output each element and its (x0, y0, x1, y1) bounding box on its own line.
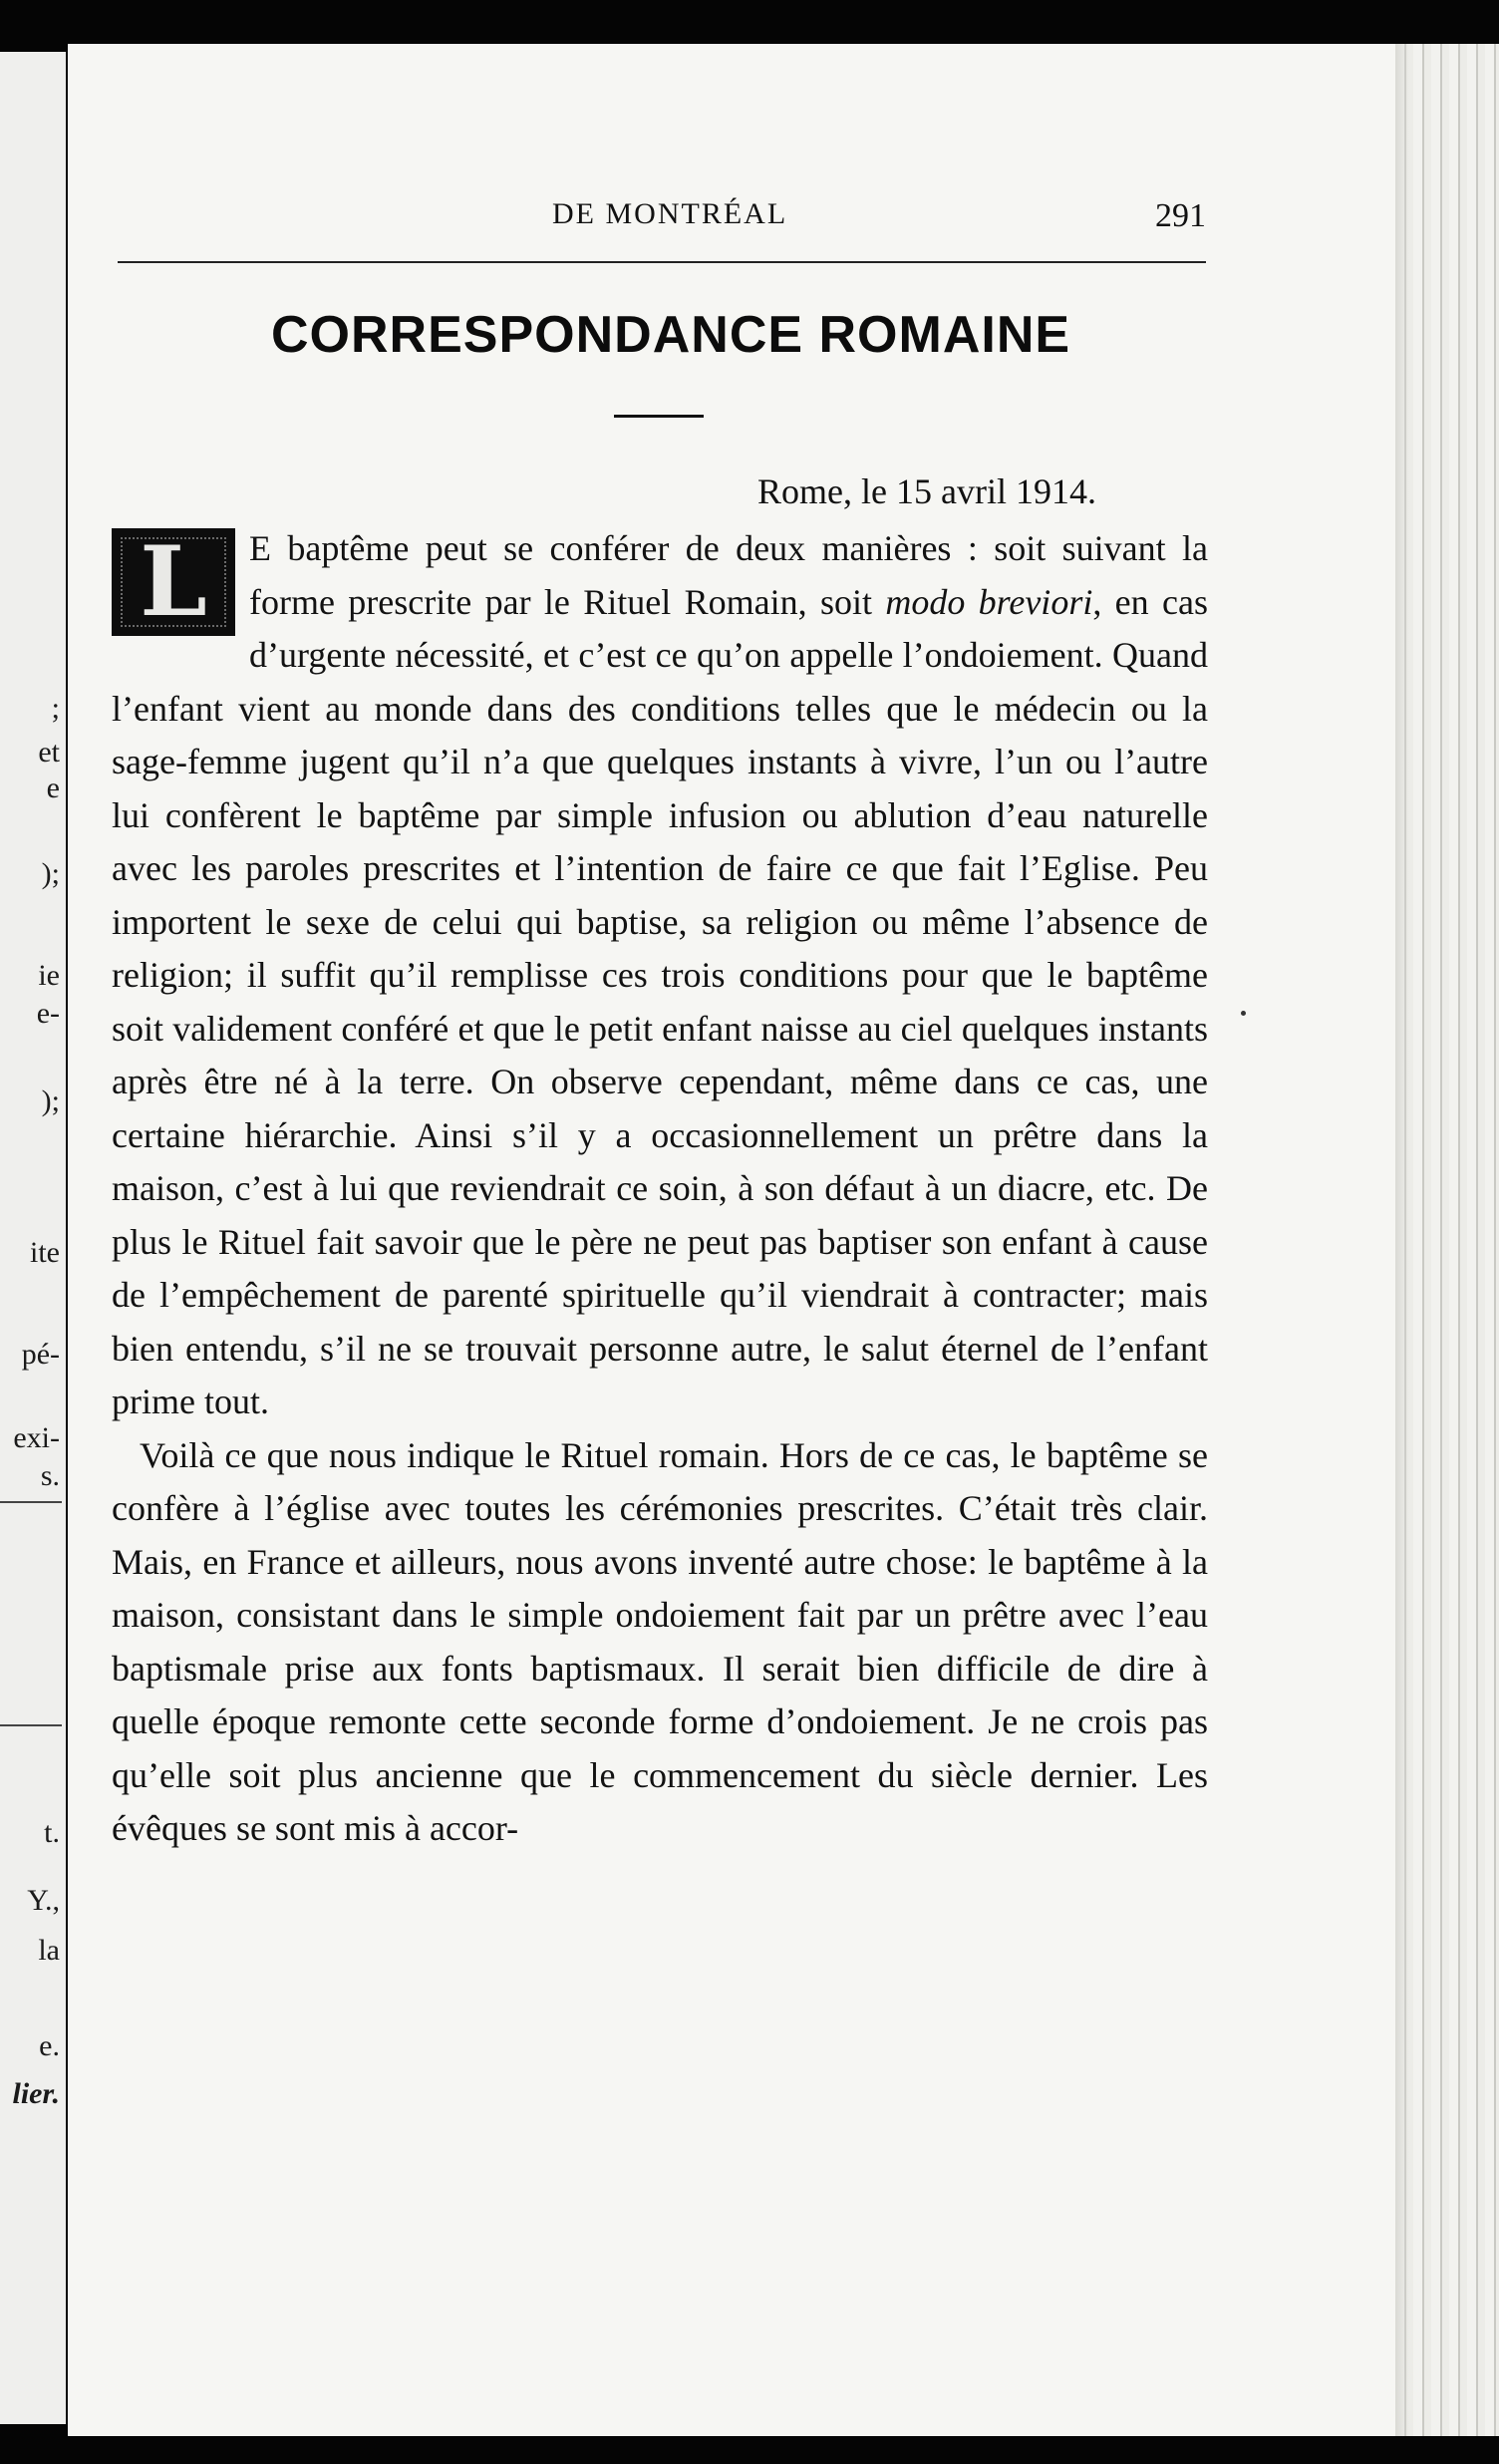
article-body (112, 522, 1208, 1856)
margin-fragment: e (46, 771, 60, 804)
article-heading: CORRESPONDANCE ROMAINE (271, 306, 1071, 364)
paragraph-text: , en cas d’urgente nécessité, et c’est ce qu’on appelle l’ondoiement. Quand l’enfant vient au monde dans des conditions telles que le médecin ou la sage-femme jugent qu’il n’a que quelques instants à vivre, l’un ou l’autre lui confèrent le baptême par simple infusion ou ablution d’eau naturelle avec les paroles prescrites et l’intention de faire ce que fait l’Eglise. Peu importent le sexe de celui qui baptise, sa religion ou même l’absence de religion; il suffit qu’il remplisse ces trois conditions pour que le baptême soit validement conféré et que le petit enfant naisse au ciel quelques instants après être né à la terre. On observe cependant, même dans ce cas, une certaine hiérarchie. Ainsi s’il y a occasionnellement un prêtre dans la maison, c’est à lui que reviendrait ce soin, à son défaut à un diacre, etc. De plus le Rituel fait savoir que le père ne peut pas baptiser son enfant à cause de l’empêchement de parenté spirituelle qu’il viendrait à contracter; mais bien entendu, s’il ne se trouvait personne autre, le salut éternel de l’enfant prime tout. (112, 581, 1208, 1421)
paragraph-text: E baptême peut se conférer de deux manières : soit suivant la forme prescrite par le Rituel Romain, soit (249, 528, 1208, 622)
margin-fragment: la (38, 1934, 60, 1967)
heading-ornament-rule (614, 415, 704, 418)
margin-rule (0, 1724, 62, 1726)
ink-speck (1241, 1011, 1246, 1016)
header-rule (118, 261, 1206, 263)
margin-fragment: ); (41, 1084, 60, 1117)
running-head-title: DE MONTRÉAL (552, 197, 788, 230)
previous-page-edge (0, 52, 66, 2424)
drop-cap-letter: L (140, 525, 207, 638)
margin-fragment: et (38, 736, 60, 769)
margin-fragment: e- (36, 997, 60, 1030)
dateline: Rome, le 15 avril 1914. (757, 471, 1096, 511)
margin-fragment: t. (44, 1816, 60, 1849)
margin-rule (0, 1501, 62, 1503)
margin-fragment: s. (40, 1459, 60, 1492)
margin-fragment: ); (41, 857, 60, 890)
page-edge-stack (1395, 44, 1499, 2436)
drop-cap (112, 525, 235, 638)
margin-fragment: e. (39, 2029, 60, 2062)
page-number: 291 (1155, 197, 1206, 234)
margin-fragment: exi- (13, 1421, 60, 1454)
paragraph (112, 522, 1208, 1429)
page-edge-shadow (1395, 44, 1409, 2436)
margin-fragment: pé- (21, 1338, 60, 1371)
paragraph: Voilà ce que nous indique le Rituel romain. Hors de ce cas, le baptême se confère à l’église avec toutes les cérémonies prescrites. C’était très clair. Mais, en France et ailleurs, nous avons inventé autre chose: le baptême à la maison, consistant dans le simple ondoiement fait par un prêtre avec l’eau baptismale prise aux fonts baptismaux. Il serait bien difficile de dire à quelle époque remonte cette seconde forme d’ondoiement. Je ne crois pas qu’elle soit plus ancienne que le commencement du siècle dernier. Les évêques se sont mis à accor- (112, 1434, 1208, 1848)
margin-fragment: ite (30, 1236, 60, 1269)
margin-fragment: ; (51, 692, 60, 725)
margin-fragment: Y., (27, 1884, 60, 1917)
margin-fragment: lier. (12, 2077, 60, 2110)
margin-fragment: ie (38, 959, 60, 992)
latin-phrase: modo breviori (885, 581, 1093, 622)
